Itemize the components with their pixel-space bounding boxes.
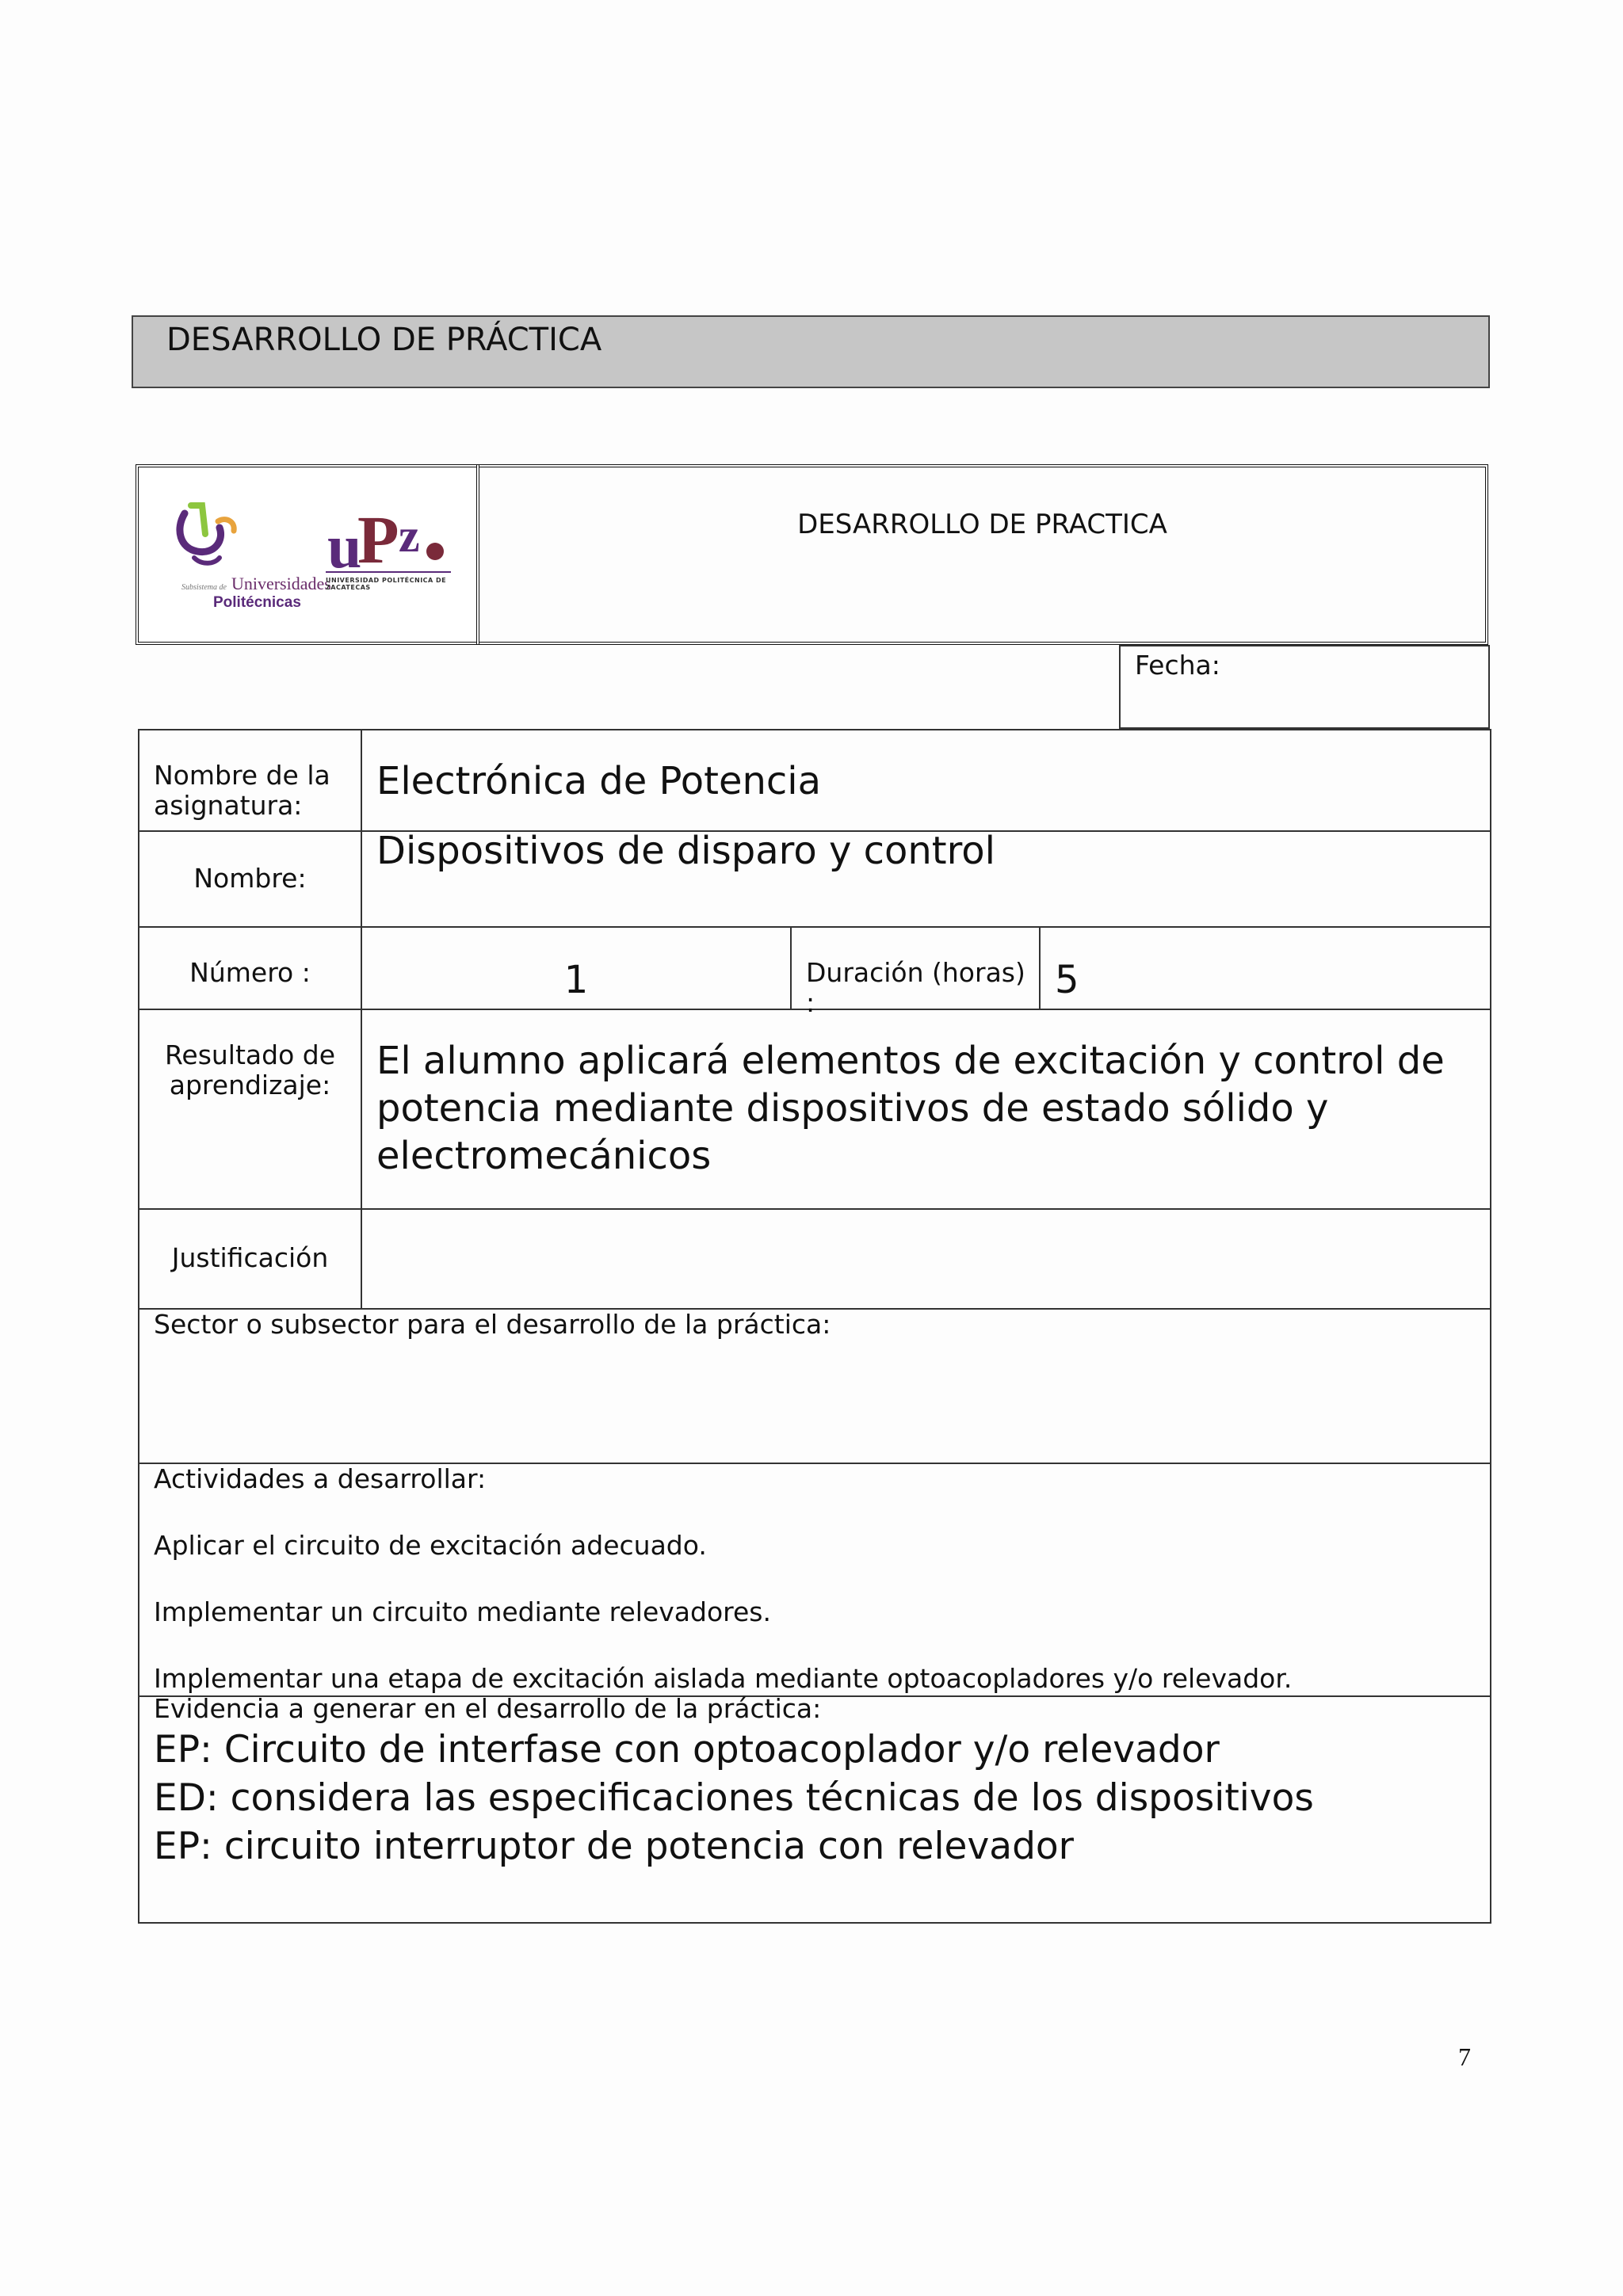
justificacion-label-cell [139,1209,361,1309]
nombre-value-cell [361,831,1491,927]
asignatura-label: Nombre de la asignatura: [154,760,330,821]
actividades-label: Actividades a desarrollar: [154,1463,487,1494]
header-title-cell [476,464,1488,645]
svg-text:z: z [399,509,420,562]
numero-label-cell [139,927,361,1009]
resultado-label: Resultado de aprendizaje: [164,1039,336,1100]
sector-cell [139,1309,1491,1463]
duracion-label: Duración (horas) : [806,957,1025,1018]
evidencia-cell [139,1693,1491,1923]
duracion-value-cell [1040,927,1491,1009]
resultado-label-cell [139,1009,361,1209]
asignatura-row [139,730,1491,831]
evidencia-item: EP: Circuito de interfase con optoacoplador y/o relevador [154,1728,1220,1772]
numero-label: Número : [189,957,311,988]
banner-title: DESARROLLO DE PRÁCTICA [166,322,602,358]
duracion-value: 5 [1055,958,1079,1002]
nombre-label: Nombre: [193,863,307,894]
asignatura-value-cell [361,730,1491,831]
sector-label: Sector o subsector para el desarrollo de la práctica: [154,1309,831,1340]
universidades-politecnicas-logo-icon [147,499,250,575]
asignatura-label-cell [139,730,361,831]
actividad-item: Implementar un circuito mediante relevadores. [154,1596,771,1627]
fecha-cell [1119,645,1490,729]
evidencia-label: Evidencia a generar en el desarrollo de la práctica: [154,1693,822,1724]
logo-cell [136,464,479,645]
resultado-value-cell [361,1009,1491,1209]
numero-value: 1 [563,958,589,1002]
fecha-label: Fecha: [1135,650,1220,681]
svg-text:P: P [357,507,399,575]
practice-form-table [138,729,1491,1924]
logo-left-line2: Politécnicas [213,594,301,611]
resultado-value: El alumno aplicará elementos de excitación y control de potencia mediante dispositivos de estado sólido y electromecánicos [376,1039,1445,1178]
evidencia-item: EP: circuito interruptor de potencia con relevador [154,1825,1074,1868]
evidencia-item: ED: considera las especificaciones técnicas de los dispositivos [154,1776,1314,1820]
actividades-cell [139,1463,1491,1696]
duracion-label-cell [791,927,1040,1018]
nombre-row [139,831,1491,927]
logo-right-caption: UNIVERSIDAD POLITÉCNICA DE ZACATECAS [326,577,447,591]
actividades-row [139,1463,1491,1696]
justificacion-row [139,1209,1491,1309]
actividad-item: Implementar una etapa de excitación aislada mediante optoacopladores y/o relevador. [154,1663,1293,1694]
numero-value-cell [361,927,791,1009]
svg-text:u: u [327,512,362,575]
upz-logo-icon [326,507,453,575]
actividad-item: Aplicar el circuito de excitación adecuado. [154,1530,707,1561]
nombre-label-cell [139,831,361,927]
justificacion-label: Justificación [171,1242,329,1273]
justificacion-value-cell [361,1209,1491,1309]
resultado-row [139,1009,1491,1209]
sector-row [139,1309,1491,1463]
header-title: DESARROLLO DE PRACTICA [797,509,1167,540]
nombre-value: Dispositivos de disparo y control [376,829,995,873]
page-number: 7 [1458,2042,1471,2071]
numero-row [139,927,1491,1009]
section-banner [132,315,1490,388]
asignatura-value: Electrónica de Potencia [376,759,822,803]
evidencia-row [139,1696,1491,1923]
logo-left-line1: Subsistema de Universidades [181,574,331,593]
